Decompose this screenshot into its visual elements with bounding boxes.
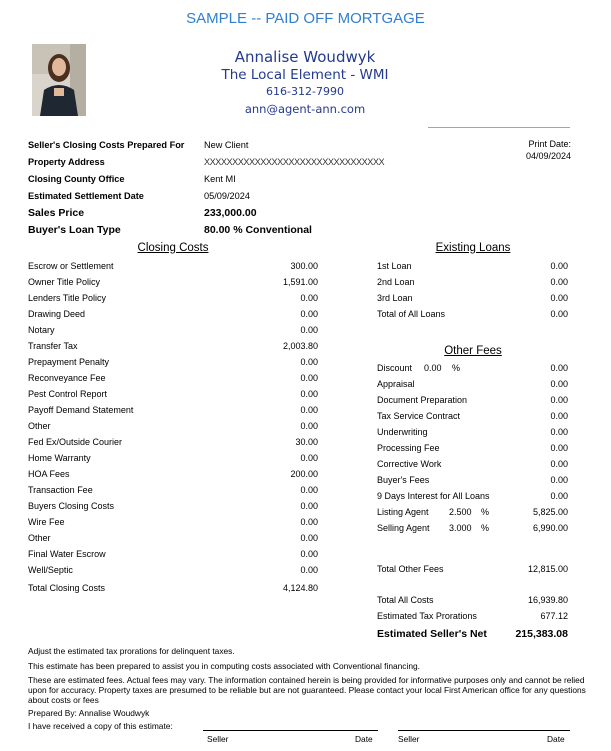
item-value: 0.00 (550, 293, 568, 303)
item-value: 0.00 (300, 325, 318, 335)
estimated-net (377, 628, 568, 644)
closing-costs-heading: Closing Costs (137, 242, 209, 254)
item-label: Other (28, 533, 51, 543)
item-label: Reconveyance Fee (28, 373, 106, 383)
item-label: Total Closing Costs (28, 583, 106, 593)
list-item (28, 341, 318, 357)
date-label-2: Date (547, 734, 565, 744)
info-value: 05/09/2024 (204, 191, 250, 201)
footer-note-prorations: Adjust the estimated tax prorations for delinquent taxes. (28, 646, 235, 656)
item-label: Estimated Seller's Net (377, 628, 487, 640)
list-item (28, 517, 318, 533)
info-value: New Client (204, 140, 249, 150)
list-item (28, 277, 318, 293)
info-value: 80.00 % Conventional (204, 224, 312, 236)
info-label: Estimated Settlement Date (28, 191, 144, 201)
other-fees-list (377, 363, 568, 539)
item-value: 0.00 (550, 443, 568, 453)
item-value: 2,003.80 (282, 341, 318, 351)
item-value: 0.00 (550, 277, 568, 287)
item-label: Processing Fee (377, 443, 440, 453)
info-label: Property Address (28, 157, 105, 167)
item-label: Owner Title Policy (28, 277, 101, 287)
existing-loans-list (377, 261, 568, 325)
item-value: 0.00 (550, 261, 568, 271)
list-item (28, 533, 318, 549)
item-value: 0.00 (300, 501, 318, 511)
info-label: Closing County Office (28, 174, 125, 184)
item-label: Other (28, 421, 51, 431)
listing-agent-row (377, 507, 568, 523)
selling-agent-row (377, 523, 568, 539)
print-date (505, 138, 571, 162)
item-value: 0.00 (300, 389, 318, 399)
item-value: 0.00 (300, 549, 318, 559)
item-value: 0.00 (550, 459, 568, 469)
item-value: 0.00 (300, 453, 318, 463)
list-item (377, 309, 568, 325)
item-label: Selling Agent (377, 523, 430, 533)
page-title: SAMPLE -- PAID OFF MORTGAGE (186, 10, 425, 27)
item-value: 300.00 (290, 261, 318, 271)
item-label: 2nd Loan (377, 277, 415, 287)
commission-rate: 2.500 (449, 507, 472, 517)
seller-label-2: Seller (398, 734, 420, 744)
agent-photo (32, 44, 86, 116)
list-item (28, 325, 318, 341)
list-item (28, 549, 318, 565)
list-item (377, 379, 568, 395)
item-value: 0.00 (300, 565, 318, 575)
percent-sign: % (481, 523, 490, 533)
item-value: 12,815.00 (527, 564, 568, 574)
item-label: Escrow or Settlement (28, 261, 114, 271)
item-value: 5,825.00 (532, 507, 568, 517)
other-fees-heading: Other Fees (444, 345, 502, 357)
item-label: Underwriting (377, 427, 428, 437)
total-all-costs (377, 595, 568, 611)
list-item (28, 469, 318, 485)
item-label: Home Warranty (28, 453, 91, 463)
seller-label: Seller (207, 734, 229, 744)
list-item (28, 405, 318, 421)
item-label: Document Preparation (377, 395, 468, 405)
list-item (28, 421, 318, 437)
item-value: 0.00 (300, 405, 318, 415)
list-item (28, 357, 318, 373)
list-item (28, 293, 318, 309)
list-item (28, 437, 318, 453)
tax-prorations (377, 611, 568, 627)
item-value: 0.00 (550, 475, 568, 485)
seller-signature-line[interactable] (203, 730, 378, 731)
list-item (377, 261, 568, 277)
item-label: HOA Fees (28, 469, 70, 479)
item-label: Prepayment Penalty (28, 357, 110, 367)
list-item (377, 491, 568, 507)
item-label: Total Other Fees (377, 564, 444, 574)
date-label: Date (355, 734, 373, 744)
list-item (377, 411, 568, 427)
list-item (28, 501, 318, 517)
agent-organization: The Local Element - WMI (221, 67, 389, 83)
footer-note-financing: This estimate has been prepared to assist you in computing costs associated with Conventional financing. (28, 661, 420, 671)
prepared-by: Prepared By: Annalise Woudwyk (28, 708, 150, 718)
info-label: Buyer's Loan Type (28, 224, 121, 236)
item-label: Lenders Title Policy (28, 293, 107, 303)
item-label: Drawing Deed (28, 309, 86, 319)
item-value: 16,939.80 (527, 595, 568, 605)
discount-rate: 0.00 (424, 363, 442, 373)
item-label: Wire Fee (28, 517, 65, 527)
item-label: Final Water Escrow (28, 549, 106, 559)
item-value: 677.12 (540, 611, 568, 621)
item-value: 0.00 (550, 309, 568, 319)
item-value: 0.00 (550, 491, 568, 501)
item-label: Tax Service Contract (377, 411, 461, 421)
item-label: Estimated Tax Prorations (377, 611, 477, 621)
item-value: 0.00 (300, 517, 318, 527)
item-label: Buyers Closing Costs (28, 501, 115, 511)
item-label: Well/Septic (28, 565, 73, 575)
item-value: 4,124.80 (282, 583, 318, 593)
list-item (28, 485, 318, 501)
item-value: 0.00 (550, 363, 568, 373)
item-value: 0.00 (550, 395, 568, 405)
list-item (377, 293, 568, 309)
info-value: XXXXXXXXXXXXXXXXXXXXXXXXXXXXXXXX (204, 157, 385, 167)
received-copy: I have received a copy of this estimate: (28, 721, 173, 731)
item-label: Pest Control Report (28, 389, 108, 399)
list-item (28, 565, 318, 581)
list-item (28, 373, 318, 389)
info-value: Kent MI (204, 174, 236, 184)
item-label: Total of All Loans (377, 309, 446, 319)
percent-sign: % (481, 507, 490, 517)
discount-row (377, 363, 568, 379)
item-value: 215,383.08 (515, 628, 568, 640)
item-value: 0.00 (300, 309, 318, 319)
item-value: 1,591.00 (282, 277, 318, 287)
list-item (377, 395, 568, 411)
item-value: 0.00 (550, 427, 568, 437)
item-value: 6,990.00 (532, 523, 568, 533)
item-value: 30.00 (295, 437, 318, 447)
item-label: Appraisal (377, 379, 415, 389)
item-label: Listing Agent (377, 507, 429, 517)
list-item (377, 475, 568, 491)
list-item (28, 389, 318, 405)
info-label: Sales Price (28, 207, 85, 219)
list-item (377, 277, 568, 293)
list-item (28, 453, 318, 469)
agent-phone: 616-312-7990 (266, 85, 344, 98)
info-label: Seller's Closing Costs Prepared For (28, 140, 185, 150)
item-value: 0.00 (300, 357, 318, 367)
item-value: 200.00 (290, 469, 318, 479)
closing-costs-list (28, 261, 318, 599)
list-item (377, 427, 568, 443)
list-item (28, 261, 318, 277)
total-other-fees (377, 564, 568, 580)
item-label: Fed Ex/Outside Courier (28, 437, 123, 447)
info-value: 233,000.00 (204, 207, 257, 219)
commission-rate: 3.000 (449, 523, 472, 533)
item-label: Payoff Demand Statement (28, 405, 134, 415)
item-label: 3rd Loan (377, 293, 413, 303)
header-divider (428, 127, 570, 128)
item-label: Discount (377, 363, 413, 373)
item-value: 0.00 (300, 293, 318, 303)
print-date-label: Print Date: (528, 139, 571, 149)
total-closing-costs (28, 583, 318, 599)
item-value: 0.00 (300, 533, 318, 543)
agent-email[interactable]: ann@agent-ann.com (244, 102, 366, 116)
list-item (377, 443, 568, 459)
item-label: Transfer Tax (28, 341, 78, 351)
item-value: 0.00 (300, 485, 318, 495)
item-value: 0.00 (550, 379, 568, 389)
item-label: Buyer's Fees (377, 475, 430, 485)
item-label: Transaction Fee (28, 485, 93, 495)
item-label: 1st Loan (377, 261, 412, 271)
footer-disclaimer: These are estimated fees. Actual fees may vary. The information contained herein is being provided for informative purposes only and cannot be relied upon for accuracy. Property taxes are presumed to be reliable but are not guaranteed. Please contact your local First American office for any questions about costs or fees (28, 675, 586, 705)
agent-name: Annalise Woudwyk (234, 48, 376, 66)
item-label: Notary (28, 325, 55, 335)
item-label: 9 Days Interest for All Loans (377, 491, 490, 501)
item-label: Corrective Work (377, 459, 442, 469)
item-value: 0.00 (300, 373, 318, 383)
print-date-value: 04/09/2024 (525, 151, 571, 161)
list-item (28, 309, 318, 325)
existing-loans-heading: Existing Loans (435, 242, 511, 254)
seller-signature-line-2[interactable] (398, 730, 570, 731)
list-item (377, 459, 568, 475)
item-value: 0.00 (550, 411, 568, 421)
item-value: 0.00 (300, 421, 318, 431)
item-label: Total All Costs (377, 595, 434, 605)
percent-sign: % (452, 363, 461, 373)
